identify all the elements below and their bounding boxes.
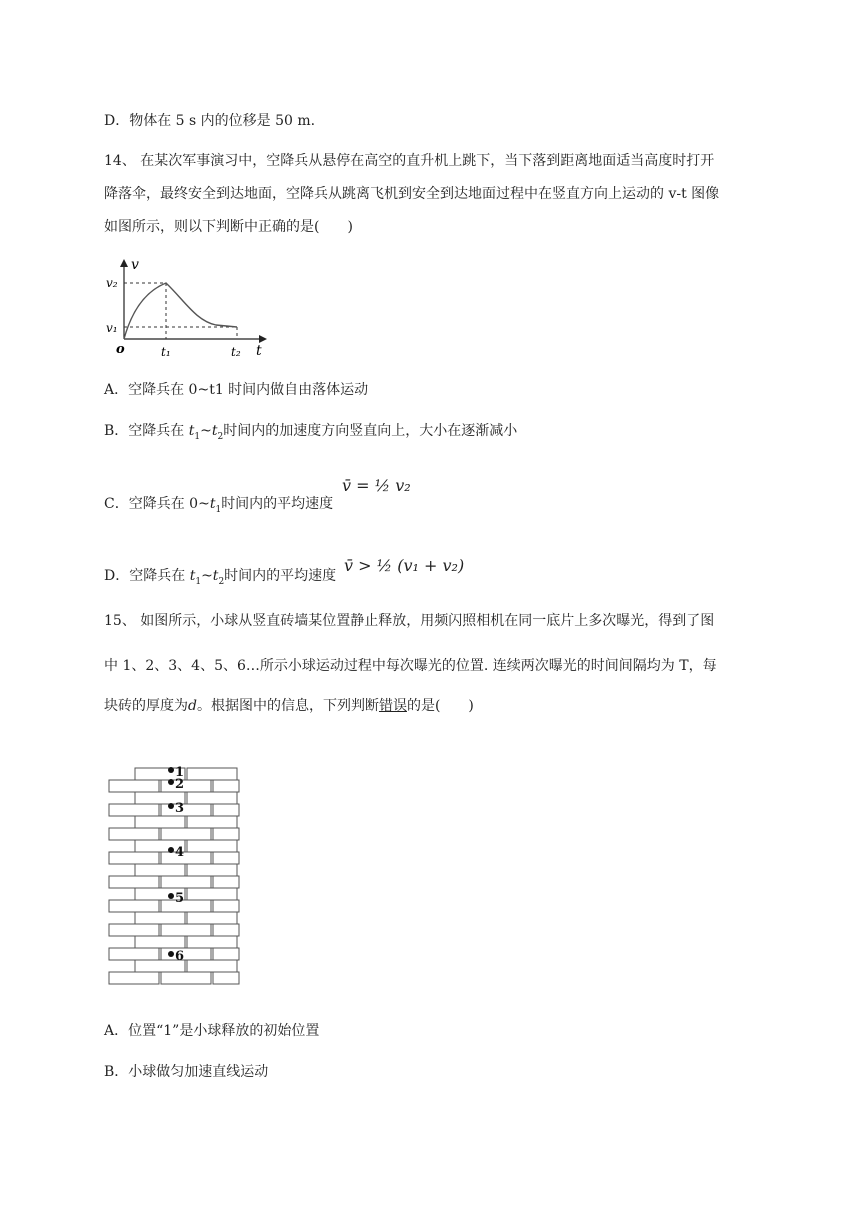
- ball-position-2: [168, 779, 174, 785]
- q14-b-tilde: ~: [200, 423, 212, 439]
- brick: [187, 912, 237, 924]
- q15-l3-post: 的是( ): [406, 698, 474, 714]
- q15-l3-mid: 。根据图中的信息，下列判断: [196, 698, 379, 714]
- brick: [187, 864, 237, 876]
- brick: [109, 924, 159, 936]
- origin-label: o: [116, 342, 125, 357]
- brick: [109, 972, 159, 984]
- brick: [161, 876, 211, 888]
- ball-label-3: 3: [175, 801, 185, 816]
- q14-stem-line1: 14、 在某次军事演习中，空降兵从悬停在高空的直升机上跳下，当下落到距离地面适当高度时打开: [104, 153, 715, 169]
- q14-c-s: 1: [215, 504, 222, 515]
- q14-b-s2: 2: [217, 431, 224, 442]
- brick: [109, 876, 159, 888]
- ball-position-6: [168, 951, 174, 957]
- brick: [187, 936, 237, 948]
- option-d-prev: D．物体在 5 s 内的位移是 50 m.: [104, 113, 316, 129]
- brick: [187, 816, 237, 828]
- q15-l3-under: 错误: [378, 698, 407, 714]
- q14-d-s2: 2: [218, 576, 225, 587]
- brick-wall-figure: [108, 764, 248, 992]
- ball-position-4: [168, 847, 174, 853]
- brick: [161, 828, 211, 840]
- brick: [109, 804, 159, 816]
- ball-position-5: [168, 893, 174, 899]
- t-axis-label: t: [256, 343, 262, 359]
- brick: [135, 816, 185, 828]
- q14-c-pre: C．空降兵在 0~: [104, 496, 210, 512]
- q15-option-a: A．位置“1”是小球释放的初始位置: [104, 1023, 320, 1039]
- brick: [109, 948, 159, 960]
- q14-b-post: 时间内的加速度方向竖直向上，大小在逐渐减小: [223, 423, 518, 439]
- q14-stem-line2: 降落伞，最终安全到达地面，空降兵从跳离飞机到安全到达地面过程中在竖直方向上运动的 v-t 图像: [104, 186, 720, 202]
- ball-label-5: 5: [175, 891, 185, 906]
- v2-label: v₂: [106, 276, 118, 290]
- q14-d-post: 时间内的平均速度: [224, 568, 337, 584]
- brick: [135, 864, 185, 876]
- brick: [109, 828, 159, 840]
- q14-option-c: [104, 494, 333, 520]
- brick: [161, 852, 211, 864]
- brick: [135, 912, 185, 924]
- ball-label-2: 2: [175, 777, 185, 792]
- brick: [213, 852, 239, 864]
- brick: [187, 888, 237, 900]
- q14-option-a: A．空降兵在 0~t1 时间内做自由落体运动: [104, 382, 369, 398]
- brick: [161, 924, 211, 936]
- t1-label: t₁: [161, 345, 171, 359]
- v-axis-label: v: [131, 257, 139, 273]
- brick: [187, 792, 237, 804]
- brick: [161, 972, 211, 984]
- q14-b-t2: t: [211, 423, 218, 439]
- brick: [213, 804, 239, 816]
- ball-label-6: 6: [175, 949, 185, 964]
- q14-d-formula: v̄ > ½ (v₁ + v₂): [344, 556, 465, 575]
- brick: [187, 960, 237, 972]
- q14-b-t1: t: [188, 423, 195, 439]
- q15-l3-pre: 块砖的厚度为: [104, 698, 188, 714]
- brick: [161, 900, 211, 912]
- brick: [213, 972, 239, 984]
- q15-stem-line3: [104, 696, 474, 716]
- q15-option-b: B．小球做匀加速直线运动: [104, 1064, 269, 1080]
- brick: [187, 840, 237, 852]
- brick: [213, 828, 239, 840]
- brick: [109, 900, 159, 912]
- q14-d-t1: t: [189, 568, 196, 584]
- q15-stem-line1: 15、 如图所示，小球从竖直砖墙某位置静止释放，用频闪照相机在同一底片上多次曝光，得到了图: [104, 613, 715, 629]
- q14-d-pre: D．空降兵在: [104, 568, 190, 584]
- q15-l3-d: d: [188, 698, 197, 714]
- brick: [109, 780, 159, 792]
- ball-position-3: [168, 803, 174, 809]
- q14-option-b: [104, 421, 517, 447]
- brick: [109, 852, 159, 864]
- q14-c-t: t: [209, 496, 216, 512]
- q14-b-s1: 1: [194, 431, 201, 442]
- q15-stem-line2: 中 1、2、3、4、5、6…所示小球运动过程中每次曝光的位置. 连续两次曝光的时间间隔均为 T，每: [104, 658, 717, 674]
- q14-d-t2: t: [212, 568, 219, 584]
- vt-graph: [104, 255, 274, 360]
- q14-d-s1: 1: [195, 576, 202, 587]
- q14-option-d: [104, 566, 336, 592]
- brick: [213, 900, 239, 912]
- q14-b-pre: B．空降兵在: [104, 423, 189, 439]
- q14-c-formula: v̄ = ½ v₂: [342, 476, 411, 495]
- brick: [213, 948, 239, 960]
- q14-d-tilde: ~: [201, 568, 213, 584]
- brick: [187, 768, 237, 780]
- q14-stem-line3: 如图所示，则以下判断中正确的是( ): [104, 219, 353, 235]
- q14-c-post: 时间内的平均速度: [221, 496, 334, 512]
- brick: [135, 936, 185, 948]
- ball-position-1: [168, 767, 174, 773]
- ball-label-1: 1: [175, 765, 185, 780]
- brick: [213, 876, 239, 888]
- v1-label: v₁: [106, 321, 118, 335]
- brick: [213, 780, 239, 792]
- t2-label: t₂: [231, 345, 241, 359]
- brick: [213, 924, 239, 936]
- ball-label-4: 4: [175, 845, 185, 860]
